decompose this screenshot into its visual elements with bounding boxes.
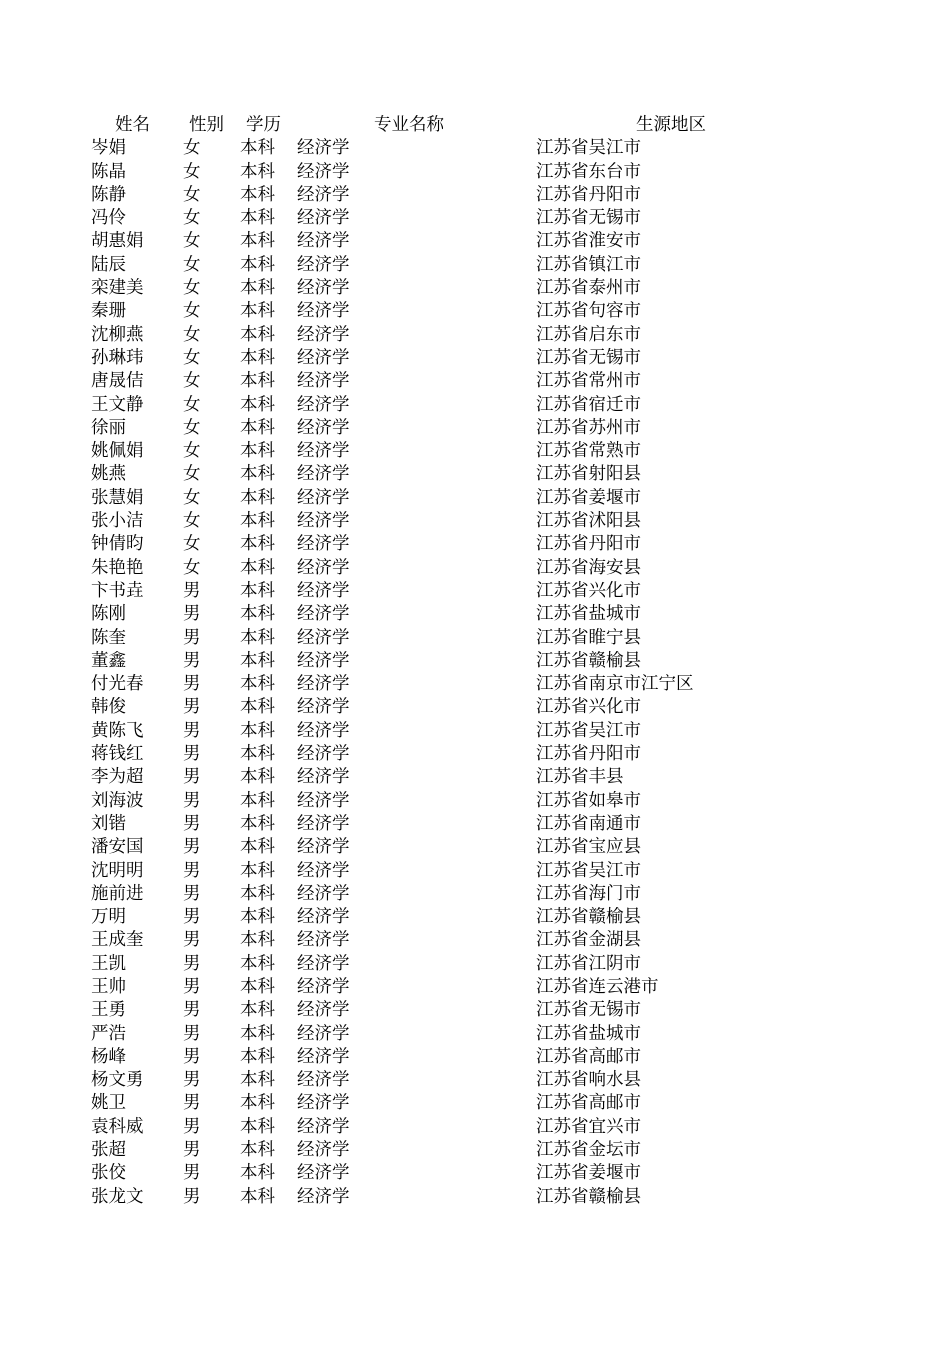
cell-region: 江苏省丹阳市 [536,744,641,765]
cell-major: 经济学 [297,697,350,718]
cell-major: 经济学 [297,860,350,881]
cell-name: 唐晟佶 [91,371,144,392]
cell-name: 冯伶 [91,208,126,229]
cell-education: 本科 [240,930,275,951]
cell-region: 江苏省海安县 [536,557,641,578]
cell-name: 黄陈飞 [91,720,144,741]
cell-gender: 女 [183,557,201,578]
cell-region: 江苏省吴江市 [536,720,641,741]
cell-education: 本科 [240,837,275,858]
cell-major: 经济学 [297,231,350,252]
cell-name: 秦珊 [91,301,126,322]
cell-gender: 男 [183,1163,201,1184]
cell-name: 王勇 [91,1000,126,1021]
cell-education: 本科 [240,417,275,438]
cell-gender: 男 [183,790,201,811]
cell-name: 王成奎 [91,930,144,951]
table-row [0,1116,950,1139]
cell-name: 卞书垚 [91,580,144,601]
cell-education: 本科 [240,1140,275,1161]
cell-name: 施前进 [91,883,144,904]
cell-name: 李为超 [91,767,144,788]
table-row [0,510,950,533]
cell-education: 本科 [240,744,275,765]
cell-region: 江苏省盐城市 [536,604,641,625]
cell-gender: 男 [183,627,201,648]
cell-region: 江苏省金坛市 [536,1140,641,1161]
cell-name: 姚卫 [91,1093,126,1114]
cell-gender: 女 [183,511,201,532]
cell-gender: 男 [183,767,201,788]
cell-education: 本科 [240,301,275,322]
cell-region: 江苏省南通市 [536,813,641,834]
cell-region: 江苏省宝应县 [536,837,641,858]
cell-gender: 男 [183,1116,201,1137]
cell-major: 经济学 [297,604,350,625]
table-row [0,1069,950,1092]
cell-region: 江苏省启东市 [536,324,641,345]
cell-region: 江苏省无锡市 [536,1000,641,1021]
cell-education: 本科 [240,394,275,415]
cell-major: 经济学 [297,184,350,205]
cell-education: 本科 [240,441,275,462]
table-row [0,720,950,743]
cell-major: 经济学 [297,790,350,811]
table-row [0,347,950,370]
table-row [0,603,950,626]
cell-education: 本科 [240,860,275,881]
table-row [0,999,950,1022]
cell-name: 王帅 [91,976,126,997]
cell-major: 经济学 [297,930,350,951]
cell-major: 经济学 [297,883,350,904]
cell-major: 经济学 [297,976,350,997]
table-row [0,394,950,417]
table-row [0,533,950,556]
cell-gender: 女 [183,324,201,345]
table-row [0,207,950,230]
cell-gender: 男 [183,976,201,997]
cell-education: 本科 [240,674,275,695]
table-row [0,1023,950,1046]
cell-gender: 女 [183,464,201,485]
cell-region: 江苏省南京市江宁区 [536,674,694,695]
cell-education: 本科 [240,1046,275,1067]
cell-education: 本科 [240,324,275,345]
cell-major: 经济学 [297,674,350,695]
table-row [0,696,950,719]
cell-education: 本科 [240,138,275,159]
header-education: 学历 [246,115,281,135]
cell-gender: 男 [183,604,201,625]
cell-name: 王文静 [91,394,144,415]
cell-education: 本科 [240,767,275,788]
cell-region: 江苏省镇江市 [536,254,641,275]
cell-gender: 女 [183,161,201,182]
cell-region: 江苏省宜兴市 [536,1116,641,1137]
cell-education: 本科 [240,1186,275,1207]
cell-major: 经济学 [297,347,350,368]
cell-name: 胡惠娟 [91,231,144,252]
cell-education: 本科 [240,161,275,182]
table-row [0,836,950,859]
table-row [0,790,950,813]
cell-gender: 男 [183,674,201,695]
table-row [0,184,950,207]
cell-region: 江苏省丹阳市 [536,534,641,555]
table-row [0,557,950,580]
cell-region: 江苏省金湖县 [536,930,641,951]
cell-gender: 男 [183,1000,201,1021]
cell-major: 经济学 [297,627,350,648]
cell-region: 江苏省宿迁市 [536,394,641,415]
cell-major: 经济学 [297,138,350,159]
cell-major: 经济学 [297,254,350,275]
cell-name: 钟倩昀 [91,534,144,555]
cell-region: 江苏省睢宁县 [536,627,641,648]
cell-region: 江苏省海门市 [536,883,641,904]
cell-gender: 女 [183,371,201,392]
cell-gender: 男 [183,1023,201,1044]
cell-major: 经济学 [297,208,350,229]
table-row [0,463,950,486]
cell-gender: 女 [183,347,201,368]
cell-education: 本科 [240,790,275,811]
cell-major: 经济学 [297,441,350,462]
cell-education: 本科 [240,907,275,928]
cell-major: 经济学 [297,1070,350,1091]
cell-gender: 男 [183,883,201,904]
cell-gender: 男 [183,860,201,881]
cell-region: 江苏省响水县 [536,1070,641,1091]
cell-name: 陈奎 [91,627,126,648]
cell-region: 江苏省江阴市 [536,953,641,974]
cell-education: 本科 [240,534,275,555]
cell-region: 江苏省句容市 [536,301,641,322]
cell-major: 经济学 [297,953,350,974]
cell-major: 经济学 [297,278,350,299]
cell-name: 张慧娟 [91,487,144,508]
cell-name: 万明 [91,907,126,928]
table-row [0,580,950,603]
cell-major: 经济学 [297,464,350,485]
table-row [0,1092,950,1115]
cell-region: 江苏省吴江市 [536,860,641,881]
cell-name: 张佼 [91,1163,126,1184]
cell-region: 江苏省连云港市 [536,976,659,997]
cell-region: 江苏省赣榆县 [536,650,641,671]
table-row [0,813,950,836]
cell-region: 江苏省兴化市 [536,580,641,601]
cell-name: 沈柳燕 [91,324,144,345]
cell-name: 刘海波 [91,790,144,811]
cell-region: 江苏省东台市 [536,161,641,182]
cell-name: 杨峰 [91,1046,126,1067]
cell-region: 江苏省高邮市 [536,1093,641,1114]
table-row [0,1186,950,1209]
cell-gender: 女 [183,301,201,322]
student-table [0,114,950,1209]
cell-gender: 男 [183,720,201,741]
cell-name: 袁科威 [91,1116,144,1137]
cell-region: 江苏省姜堰市 [536,1163,641,1184]
cell-education: 本科 [240,557,275,578]
table-body [0,137,950,1209]
table-row [0,277,950,300]
cell-education: 本科 [240,1163,275,1184]
table-row [0,953,950,976]
cell-major: 经济学 [297,767,350,788]
cell-gender: 女 [183,278,201,299]
cell-education: 本科 [240,883,275,904]
cell-education: 本科 [240,1000,275,1021]
cell-education: 本科 [240,650,275,671]
cell-major: 经济学 [297,1186,350,1207]
cell-gender: 男 [183,650,201,671]
cell-major: 经济学 [297,813,350,834]
cell-education: 本科 [240,627,275,648]
cell-region: 江苏省苏州市 [536,417,641,438]
cell-education: 本科 [240,487,275,508]
cell-gender: 女 [183,394,201,415]
table-row [0,370,950,393]
cell-region: 江苏省常熟市 [536,441,641,462]
cell-region: 江苏省盐城市 [536,1023,641,1044]
cell-education: 本科 [240,604,275,625]
cell-name: 徐丽 [91,417,126,438]
cell-education: 本科 [240,371,275,392]
cell-name: 陈静 [91,184,126,205]
cell-major: 经济学 [297,1093,350,1114]
table-row [0,230,950,253]
cell-gender: 男 [183,1140,201,1161]
cell-region: 江苏省常州市 [536,371,641,392]
cell-education: 本科 [240,254,275,275]
cell-education: 本科 [240,813,275,834]
cell-gender: 男 [183,907,201,928]
cell-gender: 女 [183,254,201,275]
table-row [0,300,950,323]
cell-name: 杨文勇 [91,1070,144,1091]
cell-major: 经济学 [297,1046,350,1067]
cell-gender: 男 [183,697,201,718]
cell-major: 经济学 [297,1140,350,1161]
cell-major: 经济学 [297,1000,350,1021]
cell-major: 经济学 [297,1023,350,1044]
cell-gender: 男 [183,1093,201,1114]
cell-name: 朱艳艳 [91,557,144,578]
cell-major: 经济学 [297,417,350,438]
cell-education: 本科 [240,278,275,299]
cell-education: 本科 [240,1093,275,1114]
cell-major: 经济学 [297,511,350,532]
cell-major: 经济学 [297,161,350,182]
cell-education: 本科 [240,720,275,741]
cell-region: 江苏省无锡市 [536,208,641,229]
cell-region: 江苏省射阳县 [536,464,641,485]
cell-major: 经济学 [297,720,350,741]
cell-major: 经济学 [297,650,350,671]
cell-name: 陈刚 [91,604,126,625]
cell-major: 经济学 [297,1116,350,1137]
cell-major: 经济学 [297,907,350,928]
cell-name: 潘安国 [91,837,144,858]
cell-major: 经济学 [297,744,350,765]
cell-name: 蒋钱红 [91,744,144,765]
cell-major: 经济学 [297,324,350,345]
cell-name: 刘锴 [91,813,126,834]
cell-gender: 女 [183,231,201,252]
table-row [0,650,950,673]
cell-name: 陈晶 [91,161,126,182]
cell-region: 江苏省丹阳市 [536,184,641,205]
cell-major: 经济学 [297,394,350,415]
cell-major: 经济学 [297,557,350,578]
cell-region: 江苏省丰县 [536,767,624,788]
table-row [0,929,950,952]
cell-name: 董鑫 [91,650,126,671]
cell-education: 本科 [240,580,275,601]
cell-region: 江苏省姜堰市 [536,487,641,508]
cell-name: 严浩 [91,1023,126,1044]
cell-education: 本科 [240,976,275,997]
cell-major: 经济学 [297,301,350,322]
table-row [0,1046,950,1069]
cell-major: 经济学 [297,1163,350,1184]
table-row [0,254,950,277]
cell-education: 本科 [240,231,275,252]
cell-education: 本科 [240,347,275,368]
cell-name: 栾建美 [91,278,144,299]
table-row [0,417,950,440]
cell-region: 江苏省赣榆县 [536,1186,641,1207]
cell-gender: 男 [183,1046,201,1067]
table-row [0,137,950,160]
header-region: 生源地区 [636,115,706,135]
cell-gender: 女 [183,487,201,508]
table-row [0,766,950,789]
header-name: 姓名 [115,115,150,135]
table-row [0,161,950,184]
cell-major: 经济学 [297,580,350,601]
table-row [0,1139,950,1162]
cell-region: 江苏省淮安市 [536,231,641,252]
cell-name: 张超 [91,1140,126,1161]
cell-gender: 女 [183,417,201,438]
cell-name: 姚燕 [91,464,126,485]
cell-name: 孙琳玮 [91,347,144,368]
cell-gender: 女 [183,441,201,462]
cell-name: 姚佩娟 [91,441,144,462]
table-row [0,487,950,510]
table-row [0,324,950,347]
cell-gender: 男 [183,813,201,834]
cell-gender: 男 [183,930,201,951]
header-row [0,114,950,137]
cell-major: 经济学 [297,487,350,508]
cell-gender: 男 [183,744,201,765]
cell-gender: 男 [183,953,201,974]
cell-region: 江苏省吴江市 [536,138,641,159]
cell-gender: 女 [183,184,201,205]
cell-major: 经济学 [297,371,350,392]
cell-education: 本科 [240,184,275,205]
cell-education: 本科 [240,953,275,974]
cell-education: 本科 [240,697,275,718]
cell-education: 本科 [240,1070,275,1091]
cell-region: 江苏省赣榆县 [536,907,641,928]
table-row [0,883,950,906]
cell-name: 陆辰 [91,254,126,275]
table-row [0,627,950,650]
table-row [0,743,950,766]
cell-name: 王凯 [91,953,126,974]
cell-gender: 女 [183,534,201,555]
header-gender: 性别 [189,115,224,135]
cell-region: 江苏省无锡市 [536,347,641,368]
table-row [0,673,950,696]
cell-gender: 女 [183,208,201,229]
cell-region: 江苏省高邮市 [536,1046,641,1067]
cell-gender: 男 [183,1070,201,1091]
cell-name: 沈明明 [91,860,144,881]
cell-name: 张小洁 [91,511,144,532]
table-row [0,1162,950,1185]
cell-major: 经济学 [297,837,350,858]
cell-education: 本科 [240,1023,275,1044]
table-row [0,976,950,999]
cell-region: 江苏省沭阳县 [536,511,641,532]
cell-gender: 男 [183,580,201,601]
cell-name: 付光春 [91,674,144,695]
cell-major: 经济学 [297,534,350,555]
cell-gender: 男 [183,1186,201,1207]
cell-region: 江苏省泰州市 [536,278,641,299]
cell-education: 本科 [240,1116,275,1137]
cell-name: 张龙文 [91,1186,144,1207]
header-major: 专业名称 [374,115,444,135]
cell-region: 江苏省如皋市 [536,790,641,811]
table-row [0,906,950,929]
cell-gender: 男 [183,837,201,858]
cell-education: 本科 [240,511,275,532]
cell-gender: 女 [183,138,201,159]
table-row [0,860,950,883]
table-row [0,440,950,463]
cell-education: 本科 [240,208,275,229]
cell-region: 江苏省兴化市 [536,697,641,718]
cell-name: 岑娟 [91,138,126,159]
cell-education: 本科 [240,464,275,485]
cell-name: 韩俊 [91,697,126,718]
